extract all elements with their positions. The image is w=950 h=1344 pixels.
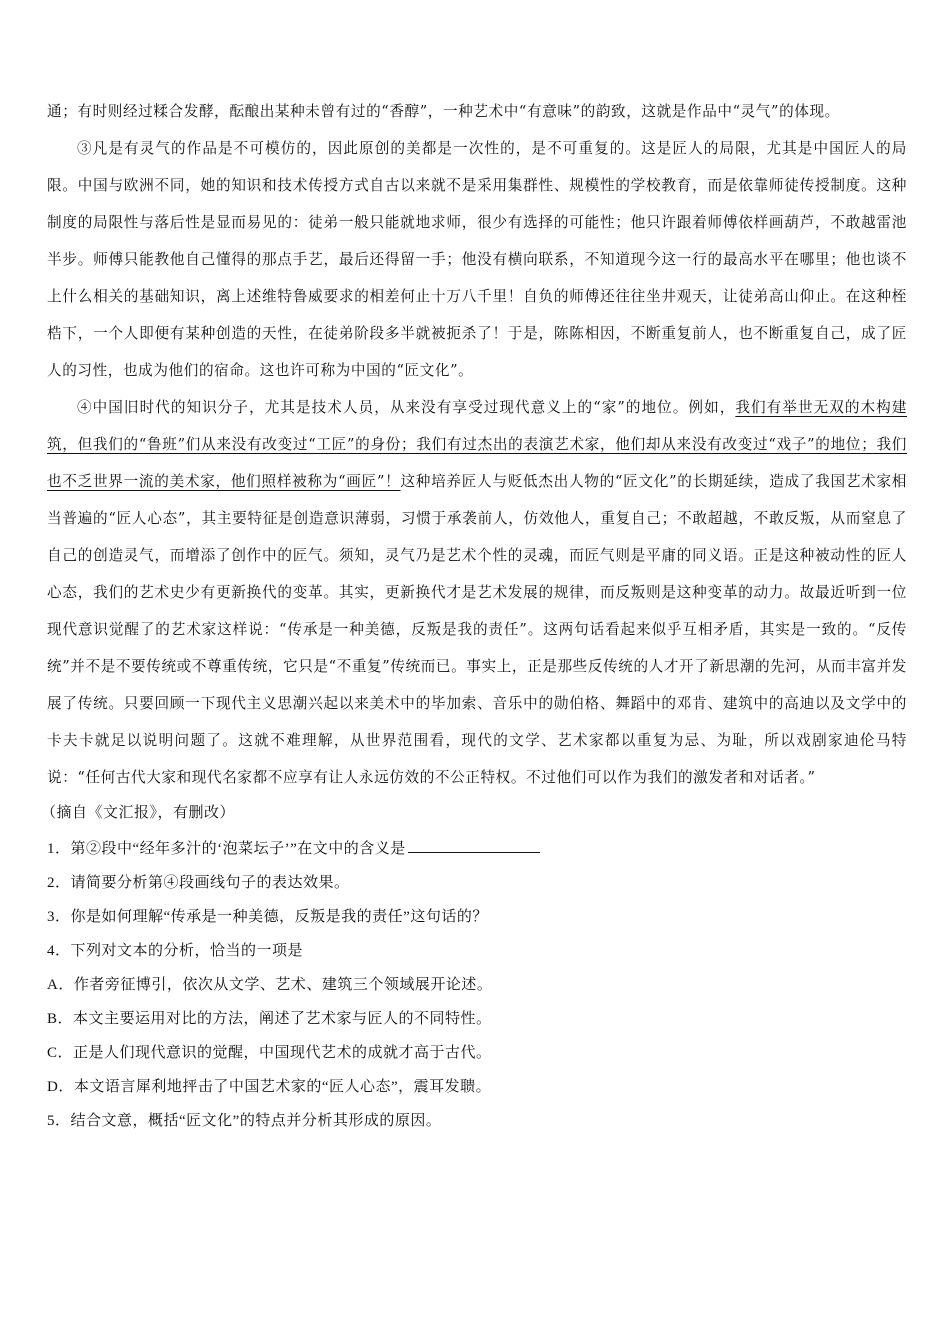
paragraph-3: ③凡是有灵气的作品是不可模仿的，因此原创的美都是一次性的，是不可重复的。这是匠人的局限，尤其是中国匠人的局限。中国与欧洲不同，她的知识和技术传授方式自古以来就不是采用集群性、规模性的学校教育，而是依靠师徒传授制度。这种制度的局限性与落后性是显而易见的：徒弟一般只能就地求师，很少有选择的可能性；他只许跟着师傅依样画葫芦，不敢越雷池半步。师傅只能教他自己懂得的那点手艺，最后还得留一手；他没有横向联系，不知道现今这一行的最高水平在哪里；他也谈不上什么相关的基础知识，离上述维特鲁威要求的相差何止十万八千里！自负的师傅还往往坐井观天，让徒弟高山仰止。在这种桎梏下，一个人即便有某种创造的天性，在徒弟阶段多半就被扼杀了！于是，陈陈相因，不断重复前人，也不断重复自己，成了匠人的习性，也成为他们的宿命。这也许可称为中国的“匠文化”。 bbox=[47, 140, 907, 379]
option-c: C．正是人们现代意识的觉醒，中国现代艺术的成就才高于古代。 bbox=[47, 1045, 492, 1061]
question-3: 3．你是如何理解“传承是一种美德，反叛是我的责任”这句话的？ bbox=[47, 909, 488, 925]
question-1-text: 1．第②段中“经年多汁的‘泡菜坛子’”在文中的含义是 bbox=[47, 841, 406, 857]
question-1 bbox=[47, 832, 907, 866]
paragraph-4 bbox=[47, 389, 907, 796]
underlined-sentences: 我们有举世无双的木构建筑，但我们的“鲁班”们从来没有改变过“工匠”的身份；我们有过杰出的表演艺术家，他们却从来没有改变过“戏子”的地位；我们也不乏世界一流的美术家，他们照样被称为“画匠”！ bbox=[47, 399, 907, 490]
question-5: 5．结合文意，概括“匠文化”的特点并分析其形成的原因。 bbox=[47, 1113, 442, 1129]
option-a: A．作者旁征博引，依次从文学、艺术、建筑三个领域展开论述。 bbox=[47, 977, 493, 993]
paragraph-continuation: 通；有时则经过糅合发酵，酝酿出某种未曾有过的“香醇”，一种艺术中“有意味”的韵致，这就是作品中“灵气”的体现。 bbox=[47, 103, 840, 120]
question-4: 4．下列对文本的分析，恰当的一项是 bbox=[47, 943, 304, 959]
answer-blank[interactable] bbox=[408, 851, 540, 853]
question-list bbox=[47, 832, 907, 1138]
question-2: 2．请简要分析第④段画线句子的表达效果。 bbox=[47, 875, 350, 891]
document-page bbox=[41, 93, 907, 1138]
paragraph-4-body: 这种培养匠人与贬低杰出人物的“匠文化”的长期延续，造成了我国艺术家相当普遍的“匠人心态”，其主要特征是创造意识薄弱，习惯于承袭前人，仿效他人，重复自己；不敢超越，不敢反叛，从而窒息了自己的创造灵气，而增添了创作中的匠气。须知，灵气乃是艺术个性的灵魂，而匠气则是平庸的同义语。正是这种被动性的匠人心态，我们的艺术史少有更新换代的变革。其实，更新换代才是艺术发展的规律，而反叛则是这种变革的动力。故最近听到一位现代意识觉醒了的艺术家这样说：“传承是一种美德，反叛是我的责任”。这两句话看起来似乎互相矛盾，其实是一致的。“反传统”并不是不要传统或不尊重传统，它只是“不重复”传统而已。事实上，正是那些反传统的人才开了新思潮的先河，从而丰富并发展了传统。只要回顾一下现代主义思潮兴起以来美术中的毕加索、音乐中的勋伯格、舞蹈中的邓肯、建筑中的高迪以及文学中的卡夫卡就足以说明问题了。这就不难理解，从世界范围看，现代的文学、艺术家都以重复为忌、为耻，所以戏剧家迪伦马特说：“任何古代大家和现代名家都不应享有让人永远仿效的不公正特权。不过他们可以作为我们的激发者和对话者。” bbox=[47, 473, 907, 786]
paragraph-4-intro: ④中国旧时代的知识分子，尤其是技术人员，从来没有享受过现代意义上的“家”的地位。例如， bbox=[77, 399, 736, 416]
option-b: B．本文主要运用对比的方法，阐述了艺术家与匠人的不同特性。 bbox=[47, 1011, 492, 1027]
option-d: D．本文语言犀利地抨击了中国艺术家的“匠人心态”，震耳发聩。 bbox=[47, 1079, 492, 1095]
source-citation: （摘自《文汇报》，有删改） bbox=[41, 803, 236, 821]
